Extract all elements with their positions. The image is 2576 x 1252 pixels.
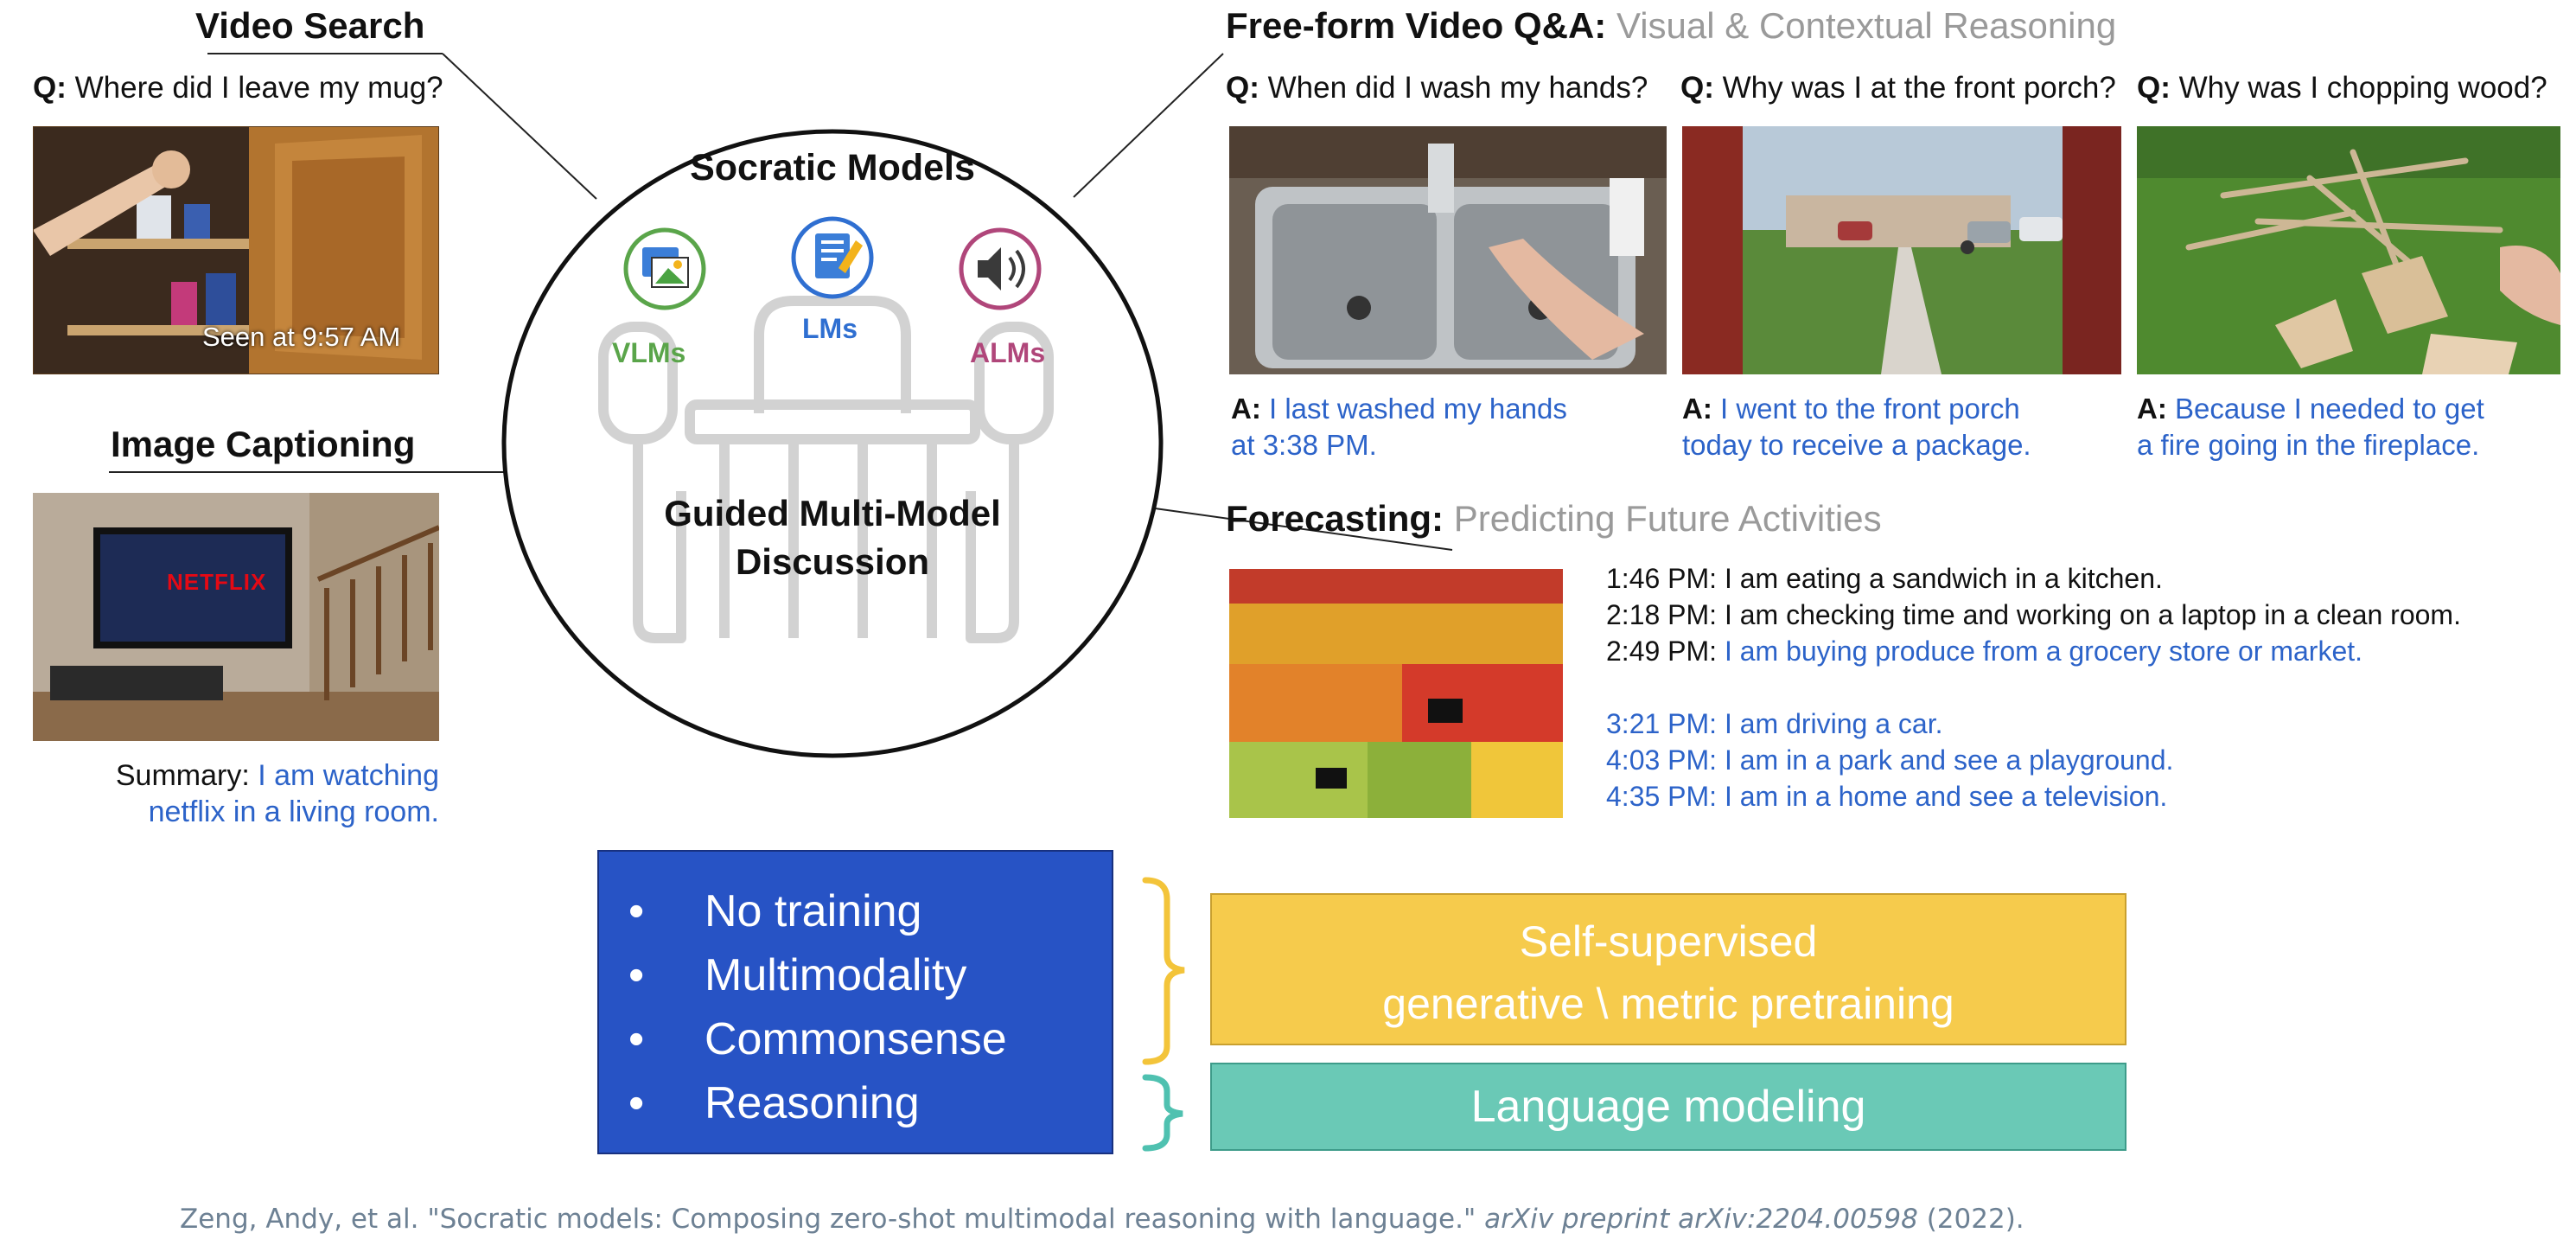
- question-text: Why was I at the front porch?: [1722, 71, 2116, 105]
- question-text: Why was I chopping wood?: [2178, 71, 2547, 105]
- living-room-illustration: [33, 493, 439, 741]
- forecast-future-2: 4:03 PM: I am in a park and see a playground.: [1606, 744, 2174, 776]
- citation-venue: arXiv preprint arXiv:2204.00598: [1484, 1204, 1918, 1235]
- q-label: Q:: [2137, 71, 2171, 105]
- qa-title: [1226, 5, 2116, 47]
- answer-line1: I went to the front porch: [1720, 393, 2020, 425]
- alm-label: ALMs: [970, 337, 1046, 368]
- a-label: A:: [1231, 393, 1261, 425]
- forecast-text: I am checking time and working on a laptop in a clean room.: [1724, 599, 2461, 630]
- q-label: Q:: [1226, 71, 1259, 105]
- sink-photo: [1229, 126, 1667, 374]
- citation: [180, 1204, 2024, 1235]
- cabinet-photo: [33, 126, 439, 374]
- forecasting-title-main: Forecasting:: [1226, 498, 1444, 539]
- vlm-label: VLMs: [612, 337, 686, 368]
- forecast-future-1: 3:21 PM: I am driving a car.: [1606, 708, 1943, 739]
- pretraining-line2: generative \ metric pretraining: [1382, 980, 1954, 1028]
- forecast-past-1: [1606, 560, 2461, 597]
- property-item: • Commonsense: [628, 1007, 1112, 1071]
- caption-summary: [33, 757, 439, 830]
- citation-year: (2022).: [1926, 1204, 2024, 1235]
- forecast-time: 1:46 PM:: [1606, 563, 1718, 594]
- porch-photo: [1682, 126, 2121, 374]
- question-text: Where did I leave my mug?: [74, 71, 443, 105]
- forecast-past-3: [1606, 633, 2461, 669]
- socratic-circle: [500, 128, 1165, 759]
- sink-illustration: [1229, 126, 1667, 374]
- brackets: [1141, 873, 1210, 1159]
- qa-answer-1: [1231, 391, 1567, 463]
- seen-timestamp: Seen at 9:57 AM: [202, 322, 401, 352]
- socratic-title: Socratic Models: [690, 147, 975, 188]
- forecast-time: 2:49 PM:: [1606, 636, 1718, 667]
- lm-label: LMs: [802, 313, 858, 344]
- forecasting-subtitle: Predicting Future Activities: [1453, 498, 1882, 539]
- a-label: A:: [2137, 393, 2167, 425]
- forecast-past-2: [1606, 597, 2461, 633]
- forecast-list: [1606, 560, 2461, 814]
- wood-illustration: [2137, 126, 2560, 374]
- video-search-question: [33, 71, 443, 105]
- question-text: When did I wash my hands?: [1267, 71, 1648, 105]
- citation-main: Zeng, Andy, et al. "Socratic models: Composing zero-shot multimodal reasoning with language.": [180, 1204, 1476, 1235]
- pretraining-line1: Self-supervised: [1519, 917, 1818, 966]
- image-captioning-title: Image Captioning: [111, 424, 416, 464]
- wood-photo: [2137, 126, 2560, 374]
- answer-line2: a fire going in the fireplace.: [2137, 429, 2480, 461]
- discussion-line1: Guided Multi-Model: [664, 493, 1001, 533]
- pretraining-box: [1210, 893, 2126, 1045]
- answer-line2: at 3:38 PM.: [1231, 429, 1377, 461]
- qa-question-3: [2137, 71, 2547, 105]
- qa-subtitle: Visual & Contextual Reasoning: [1616, 5, 2117, 46]
- grocery-illustration: [1229, 569, 1563, 818]
- property-item: • No training: [628, 879, 1112, 943]
- properties-list: [599, 852, 1112, 1135]
- netflix-logo: NETFLIX: [167, 569, 267, 595]
- grocery-photo: [1229, 569, 1563, 818]
- forecasting-title: [1226, 498, 1882, 540]
- language-modeling-box: Language modeling: [1210, 1063, 2126, 1151]
- forecast-time: 2:18 PM:: [1606, 599, 1718, 630]
- q-label: Q:: [33, 71, 67, 105]
- properties-box: [597, 850, 1113, 1154]
- qa-question-2: [1680, 71, 2116, 105]
- property-item: • Multimodality: [628, 943, 1112, 1007]
- forecast-text: I am buying produce from a grocery store or market.: [1724, 636, 2363, 667]
- answer-line1: I last washed my hands: [1269, 393, 1567, 425]
- qa-answer-2: [1682, 391, 2031, 463]
- summary-label: Summary:: [115, 759, 250, 792]
- discussion-line2: Discussion: [735, 541, 930, 582]
- a-label: A:: [1682, 393, 1712, 425]
- summary-line2: netflix in a living room.: [148, 795, 439, 828]
- porch-illustration: [1682, 126, 2121, 374]
- answer-line2: today to receive a package.: [1682, 429, 2031, 461]
- property-item: • Reasoning: [628, 1071, 1112, 1135]
- video-search-title: Video Search: [195, 5, 425, 46]
- living-room-photo: [33, 493, 439, 741]
- forecast-future-3: 4:35 PM: I am in a home and see a television.: [1606, 781, 2168, 812]
- qa-title-main: Free-form Video Q&A:: [1226, 5, 1607, 46]
- summary-line1: I am watching: [258, 759, 439, 792]
- discussion-text: [500, 489, 1165, 586]
- qa-answer-3: [2137, 391, 2484, 463]
- q-label: Q:: [1680, 71, 1714, 105]
- qa-question-1: [1226, 71, 1648, 105]
- forecast-text: I am eating a sandwich in a kitchen.: [1724, 563, 2163, 594]
- answer-line1: Because I needed to get: [2175, 393, 2484, 425]
